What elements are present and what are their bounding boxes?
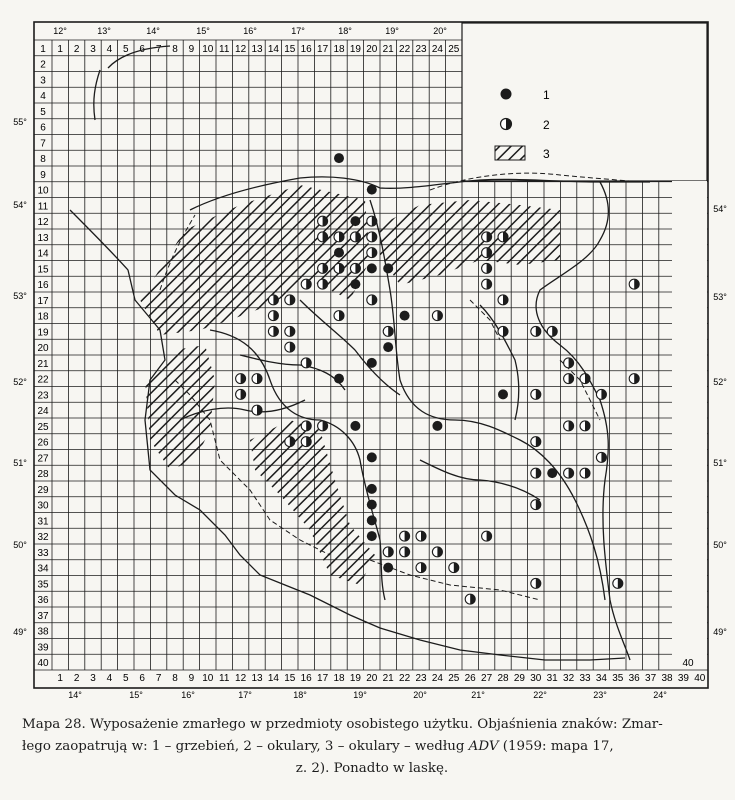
half-dot-point <box>498 295 508 305</box>
half-dot-point <box>236 374 246 384</box>
left-row-number: 20 <box>37 343 49 355</box>
bottom-column-number: 29 <box>513 673 525 684</box>
half-dot-symbol <box>501 119 512 130</box>
top-column-number: 10 <box>202 44 214 55</box>
bottom-column-number: 39 <box>677 673 689 684</box>
half-dot-point <box>629 374 639 384</box>
top-column-number: 7 <box>155 44 162 55</box>
top-column-number: 4 <box>106 44 113 55</box>
half-dot-point <box>334 232 344 242</box>
full-dot-point <box>400 311 410 321</box>
half-dot-point <box>301 279 311 289</box>
bottom-column-number: 23 <box>415 673 427 684</box>
full-dot-point <box>547 468 557 478</box>
left-degree-label: 52° <box>13 377 27 387</box>
top-column-number: 19 <box>349 44 361 55</box>
half-dot-point <box>301 437 311 447</box>
right-degree-label: 50° <box>713 540 727 550</box>
half-dot-point <box>367 295 377 305</box>
bottom-degree-label: 18° <box>293 690 307 700</box>
left-row-number: 30 <box>37 500 49 512</box>
caption-line-3: z. 2). Ponadto w laskę. <box>295 761 449 776</box>
bottom-column-number: 34 <box>595 673 607 684</box>
half-dot-point <box>236 389 246 399</box>
left-row-number: 29 <box>37 484 49 496</box>
legend-label-2: 2 <box>543 118 550 132</box>
left-row-number: 6 <box>40 122 46 134</box>
bottom-column-number: 14 <box>267 673 279 684</box>
bottom-column-number: 35 <box>612 673 624 684</box>
bottom-column-number: 2 <box>73 673 80 684</box>
full-dot-point <box>334 248 344 258</box>
left-row-number: 14 <box>37 248 49 260</box>
half-dot-point <box>318 232 328 242</box>
half-dot-point <box>367 248 377 258</box>
left-row-number: 2 <box>40 59 46 71</box>
half-dot-point <box>268 326 278 336</box>
half-dot-point <box>252 374 262 384</box>
left-row-number: 26 <box>37 437 49 449</box>
bottom-column-number: 28 <box>497 673 509 684</box>
full-dot-point <box>432 421 442 431</box>
half-dot-point <box>285 342 295 352</box>
half-dot-point <box>564 468 574 478</box>
half-dot-point <box>285 295 295 305</box>
half-dot-point <box>350 263 360 273</box>
bottom-column-number: 22 <box>399 673 411 684</box>
bottom-column-number: 3 <box>90 673 96 684</box>
top-degree-label: 13° <box>97 26 111 36</box>
bottom-column-number: 13 <box>251 673 263 684</box>
bottom-degree-label: 17° <box>238 690 252 700</box>
left-row-number: 16 <box>37 280 49 292</box>
left-row-number: 28 <box>37 469 49 481</box>
left-row-number: 10 <box>37 185 49 197</box>
left-degree-label: 49° <box>13 627 27 637</box>
left-row-number: 17 <box>37 295 49 307</box>
left-row-number: 3 <box>40 75 46 87</box>
half-dot-point <box>432 311 442 321</box>
top-degree-label: 18° <box>338 26 352 36</box>
top-column-number: 15 <box>284 44 296 55</box>
hatched-zone-northeast <box>380 200 560 285</box>
left-degree-label: 55° <box>13 117 27 127</box>
bottom-column-number: 25 <box>448 673 460 684</box>
full-dot-point <box>367 484 377 494</box>
left-row-number: 40 <box>37 658 49 670</box>
top-column-number: 16 <box>300 44 312 55</box>
half-dot-point <box>629 279 639 289</box>
bottom-degree-label: 21° <box>471 690 485 700</box>
right-degree-label: 53° <box>713 292 727 302</box>
half-dot-point <box>596 452 606 462</box>
bottom-degree-label: 14° <box>68 690 82 700</box>
half-dot-point <box>580 374 590 384</box>
top-column-number: 11 <box>219 44 230 55</box>
bottom-column-number: 26 <box>464 673 476 684</box>
top-column-number: 12 <box>235 44 247 55</box>
top-column-number: 17 <box>317 44 329 55</box>
bottom-column-numbers <box>57 673 705 700</box>
right-degree-label: 54° <box>713 204 727 214</box>
bottom-column-number: 37 <box>645 673 657 684</box>
left-row-number: 33 <box>37 547 49 559</box>
full-dot-point <box>350 421 360 431</box>
bottom-degree-label: 20° <box>413 690 427 700</box>
half-dot-point <box>596 389 606 399</box>
half-dot-point <box>318 279 328 289</box>
left-row-number: 39 <box>37 642 49 654</box>
top-degree-label: 17° <box>291 26 305 36</box>
bottom-degree-label: 15° <box>129 690 143 700</box>
bottom-column-number: 31 <box>546 673 558 684</box>
half-dot-point <box>432 547 442 557</box>
half-dot-point <box>531 389 541 399</box>
left-row-number: 27 <box>37 453 49 465</box>
half-dot-point <box>301 421 311 431</box>
map-caption <box>22 714 722 780</box>
right-degree-label: 49° <box>713 627 727 637</box>
half-dot-point <box>301 358 311 368</box>
full-dot-point <box>350 216 360 226</box>
top-column-number: 18 <box>333 44 345 55</box>
half-dot-point <box>334 263 344 273</box>
half-dot-point <box>531 500 541 510</box>
left-degree-label: 53° <box>13 291 27 301</box>
left-row-number: 19 <box>37 327 49 339</box>
full-dot-point <box>367 452 377 462</box>
bottom-degree-label: 24° <box>653 690 667 700</box>
half-dot-point <box>285 326 295 336</box>
left-row-number: 23 <box>37 390 49 402</box>
left-row-number: 25 <box>37 421 49 433</box>
top-column-number: 22 <box>399 44 411 55</box>
bottom-column-number: 33 <box>579 673 591 684</box>
left-row-number: 15 <box>37 264 49 276</box>
top-column-number: 24 <box>431 44 443 55</box>
half-dot-point <box>564 374 574 384</box>
bottom-column-number: 27 <box>481 673 493 684</box>
left-degree-label: 50° <box>13 540 27 550</box>
top-column-number: 9 <box>188 44 195 55</box>
left-row-number: 36 <box>37 595 49 607</box>
half-dot-point <box>482 279 492 289</box>
bottom-column-number: 17 <box>317 673 329 684</box>
right-label-column-mask <box>672 181 707 655</box>
half-dot-point <box>400 531 410 541</box>
left-row-number: 35 <box>37 579 49 591</box>
left-row-number: 18 <box>37 311 49 323</box>
half-dot-point <box>383 547 393 557</box>
bottom-column-number: 19 <box>349 673 361 684</box>
half-dot-point <box>268 311 278 321</box>
bottom-column-number: 7 <box>155 673 162 684</box>
bottom-column-number: 30 <box>530 673 542 684</box>
bottom-column-number: 36 <box>628 673 640 684</box>
left-row-number: 7 <box>40 138 46 150</box>
full-dot-point <box>383 342 393 352</box>
bottom-degree-label: 16° <box>181 690 195 700</box>
right-row-number: 40 <box>682 658 694 670</box>
top-column-number: 6 <box>139 44 145 55</box>
half-dot-point <box>400 547 410 557</box>
left-row-number: 22 <box>37 374 49 386</box>
full-dot-point <box>367 531 377 541</box>
bottom-column-number: 32 <box>563 673 575 684</box>
half-dot-point <box>416 531 426 541</box>
right-degree-label: 52° <box>713 377 727 387</box>
left-row-number: 21 <box>37 358 49 370</box>
bottom-column-number: 9 <box>188 673 195 684</box>
bottom-column-number: 4 <box>106 673 113 684</box>
hatched-zones <box>140 185 560 585</box>
full-dot-point <box>367 500 377 510</box>
caption-line-2a: łego zaopatrują w: 1 – grzebień, 2 – okulary, 3 – okulary – według <box>22 739 469 754</box>
left-row-number: 38 <box>37 626 49 638</box>
half-dot-point <box>580 468 590 478</box>
half-dot-point <box>449 563 459 573</box>
left-row-number: 31 <box>37 516 49 528</box>
top-column-number: 21 <box>382 44 394 55</box>
left-row-number: 8 <box>40 154 46 166</box>
top-column-number: 13 <box>251 44 263 55</box>
half-dot-point <box>252 405 262 415</box>
half-dot-point <box>268 295 278 305</box>
bottom-column-number: 21 <box>382 673 394 684</box>
full-dot-point <box>367 358 377 368</box>
bottom-column-number: 20 <box>366 673 378 684</box>
bottom-column-number: 8 <box>172 673 178 684</box>
full-dot-point <box>367 515 377 525</box>
bottom-column-number: 18 <box>333 673 345 684</box>
bottom-column-number: 11 <box>219 673 230 684</box>
full-dot-symbol <box>501 89 512 100</box>
half-dot-point <box>318 421 328 431</box>
bottom-column-number: 24 <box>431 673 443 684</box>
left-row-number: 32 <box>37 532 49 544</box>
bottom-column-number: 12 <box>235 673 247 684</box>
left-row-number: 1 <box>40 43 46 55</box>
bottom-degree-label: 22° <box>533 690 547 700</box>
left-row-number: 37 <box>37 610 49 622</box>
half-dot-point <box>613 578 623 588</box>
half-dot-point <box>318 263 328 273</box>
bottom-column-number: 5 <box>123 673 129 684</box>
half-dot-point <box>498 326 508 336</box>
top-column-number: 23 <box>415 44 427 55</box>
half-dot-point <box>498 232 508 242</box>
bottom-column-number: 16 <box>300 673 312 684</box>
full-dot-point <box>367 263 377 273</box>
top-column-number: 8 <box>172 44 178 55</box>
full-dot-point <box>383 563 393 573</box>
bottom-column-number: 38 <box>661 673 673 684</box>
half-dot-point <box>367 216 377 226</box>
half-dot-point <box>531 326 541 336</box>
half-dot-point <box>564 358 574 368</box>
full-dot-point <box>350 279 360 289</box>
hatched-zone-south <box>250 420 375 585</box>
top-column-number: 5 <box>123 44 129 55</box>
top-column-number: 2 <box>73 44 80 55</box>
caption-line-2b: ADV <box>468 739 499 754</box>
full-dot-point <box>383 263 393 273</box>
top-degree-label: 16° <box>243 26 257 36</box>
half-dot-point <box>531 468 541 478</box>
top-degree-label: 12° <box>53 26 67 36</box>
hatched-area-symbol <box>495 146 525 160</box>
left-row-number: 34 <box>37 563 49 575</box>
caption-line-2c: (1959: mapa 17, <box>498 739 614 754</box>
half-dot-point <box>482 263 492 273</box>
bottom-column-number: 15 <box>284 673 296 684</box>
half-dot-point <box>367 232 377 242</box>
bottom-degree-label: 23° <box>593 690 607 700</box>
half-dot-point <box>482 232 492 242</box>
half-dot-point <box>383 326 393 336</box>
full-dot-point <box>334 153 344 163</box>
half-dot-point <box>465 594 475 604</box>
left-row-number: 9 <box>40 169 46 181</box>
top-column-number: 3 <box>90 44 96 55</box>
left-degree-label: 51° <box>13 458 27 468</box>
top-column-number: 20 <box>366 44 378 55</box>
half-dot-point <box>285 437 295 447</box>
top-degree-label: 20° <box>433 26 447 36</box>
bottom-column-number: 6 <box>139 673 145 684</box>
half-dot-point <box>564 421 574 431</box>
bottom-degree-label: 19° <box>353 690 367 700</box>
bottom-column-number: 10 <box>202 673 214 684</box>
left-row-number: 13 <box>37 232 49 244</box>
legend-label-1: 1 <box>543 88 550 102</box>
legend-label-3: 3 <box>543 147 550 161</box>
half-dot-point <box>531 437 541 447</box>
top-degree-label: 14° <box>146 26 160 36</box>
left-row-number: 5 <box>40 106 46 118</box>
right-degree-label: 51° <box>713 458 727 468</box>
left-row-number: 4 <box>40 91 46 103</box>
top-degree-label: 15° <box>196 26 210 36</box>
caption-line-1: Mapa 28. Wyposażenie zmarłego w przedmioty osobistego użytku. Objaśnienia znaków: Zmar- <box>22 717 663 732</box>
half-dot-point <box>416 563 426 573</box>
left-degree-label: 54° <box>13 200 27 210</box>
half-dot-point <box>482 531 492 541</box>
half-dot-point <box>482 248 492 258</box>
half-dot-point <box>531 578 541 588</box>
full-dot-point <box>334 374 344 384</box>
full-dot-point <box>367 185 377 195</box>
left-row-number: 11 <box>37 201 49 213</box>
bottom-column-number: 40 <box>694 673 706 684</box>
left-row-number: 24 <box>37 406 49 418</box>
top-column-number: 14 <box>267 44 279 55</box>
left-row-number: 12 <box>37 217 49 229</box>
half-dot-point <box>350 232 360 242</box>
full-dot-point <box>498 389 508 399</box>
top-column-number: 1 <box>57 44 63 55</box>
bottom-column-number: 1 <box>57 673 63 684</box>
top-column-number: 25 <box>448 44 460 55</box>
hatched-zone-west <box>145 345 215 470</box>
half-dot-point <box>547 326 557 336</box>
half-dot-point <box>334 311 344 321</box>
top-degree-label: 19° <box>385 26 399 36</box>
half-dot-point <box>318 216 328 226</box>
half-dot-point <box>580 421 590 431</box>
